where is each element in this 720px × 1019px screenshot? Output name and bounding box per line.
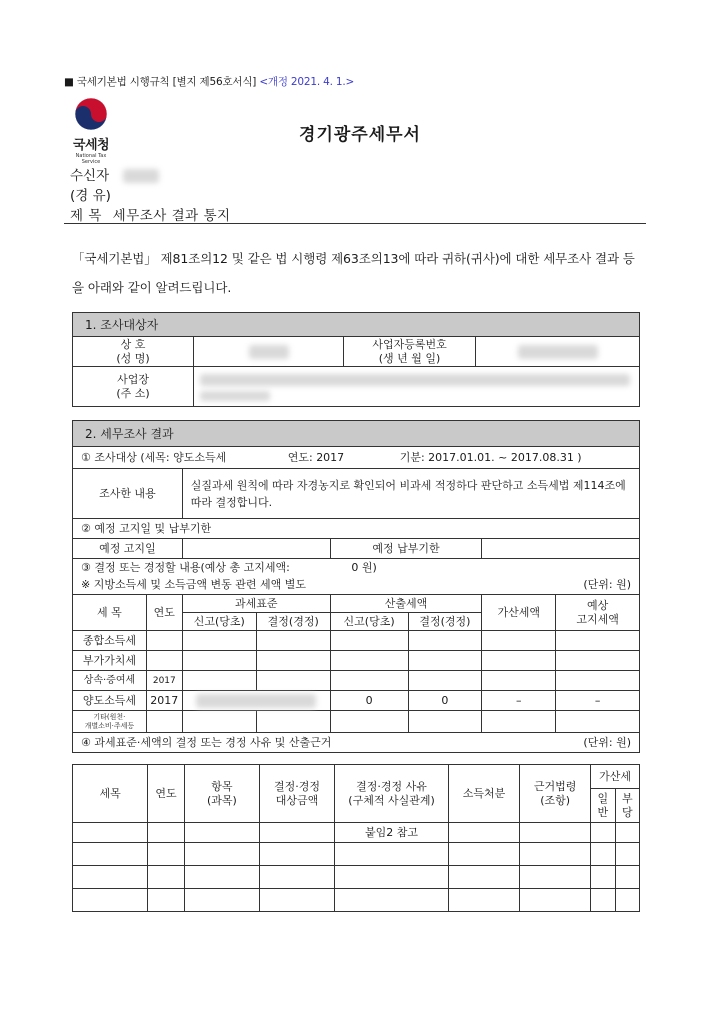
row-cell (330, 631, 408, 651)
decision-amount: 0 원) (351, 560, 377, 574)
reason-table (72, 764, 640, 912)
table-row (73, 866, 640, 889)
decision-title: ③ 결정 또는 경정할 내용(예상 총 고지세액: (81, 560, 290, 574)
r-col-amount: 결정·경정 대상금액 (259, 765, 334, 823)
reason-title-row (73, 733, 640, 753)
table-row (73, 671, 640, 691)
due-label: 예정 납부기한 (330, 539, 482, 559)
regno-value (476, 337, 640, 367)
year-label: 연도: 2017 (287, 450, 345, 464)
logo-name: 국세청 (72, 138, 110, 153)
recipient-row (70, 164, 159, 184)
table-row (73, 823, 640, 843)
row-cell (330, 671, 408, 691)
redacted-base (196, 694, 316, 708)
row-cell (256, 671, 330, 691)
via-label: (경 유) (70, 188, 111, 204)
sub-base-report: 신고(당초) (182, 613, 256, 631)
r-col-law: 근거법령 (조항) (520, 765, 591, 823)
intro-paragraph: 「국세기본법」 제81조의12 및 같은 법 시행령 제63조의13에 따라 귀하(귀사)에 대한 세무조사 결과 등을 아래와 같이 알려드립니다. (72, 251, 635, 295)
row-cell (330, 711, 408, 733)
table-row (73, 651, 640, 671)
row-cell (256, 631, 330, 651)
r-col-income: 소득처분 (448, 765, 519, 823)
address-value (194, 367, 640, 407)
row-cell: – (482, 691, 556, 711)
row-year (146, 631, 182, 651)
subject-text: 세무조사 결과 통지 (112, 208, 231, 224)
row-cell (182, 711, 256, 733)
name-label: 상 호 (성 명) (73, 337, 194, 367)
row-cell (408, 651, 482, 671)
reason-title: ④ 과세표준·세액의 결정 또는 경정 사유 및 산출근거 (81, 735, 332, 749)
table-row (73, 711, 640, 733)
unit-label: (단위: 원) (583, 578, 631, 592)
logo-english: National Tax Service (75, 153, 107, 165)
row-item-other: 기타(원천· 개별소비·주세등 (73, 711, 147, 733)
period-label: 기분: 2017.01.01. ~ 2017.08.31 ) (399, 450, 582, 464)
section1-table (72, 312, 640, 407)
notice-date-value (182, 539, 330, 559)
row-cell (408, 671, 482, 691)
target-label: ① 조사대상 (세목: 양도소득세 (81, 450, 227, 464)
content-text: 실질과세 원칙에 따라 자경농지로 확인되어 비과세 적정하다 판단하고 소득세법 제114조에 따라 결정합니다. (182, 469, 639, 519)
row-year (146, 651, 182, 671)
revision-text: <개정 2021. 4. 1.> (259, 76, 355, 88)
redacted-recipient (123, 169, 159, 183)
row-item: 양도소득세 (73, 691, 147, 711)
row-item: 부가가치세 (73, 651, 147, 671)
row-cell (182, 631, 256, 651)
row-year: 2017 (146, 691, 182, 711)
row-cell (182, 671, 256, 691)
row-item: 종합소득세 (73, 631, 147, 651)
recipient-label: 수신자 (70, 168, 110, 184)
col-penalty: 가산세액 (482, 595, 556, 631)
row-cell (482, 651, 556, 671)
subject-label: 제 목 (70, 208, 102, 224)
row-cell (256, 711, 330, 733)
name-value (194, 337, 344, 367)
table-row (73, 691, 640, 711)
redacted-name (249, 345, 289, 359)
col-calc: 산출세액 (330, 595, 482, 613)
regno-label: 사업자등록번호 (생 년 월 일) (344, 337, 476, 367)
header-divider (64, 223, 646, 224)
row-cell (256, 651, 330, 671)
due-value (482, 539, 640, 559)
notice-date-label: 예정 고지일 (73, 539, 183, 559)
row-cell (482, 631, 556, 651)
col-tax-item: 세 목 (73, 595, 147, 631)
r-col-general: 일 반 (591, 789, 615, 823)
notice-title: ② 예정 고지일 및 납부기한 (73, 519, 640, 539)
section2-title: 2. 세무조사 결과 (73, 421, 640, 447)
office-title: 경기광주세무서 (299, 125, 421, 145)
row-cell (556, 711, 640, 733)
row-cell: – (556, 691, 640, 711)
redacted-address-2 (200, 391, 270, 401)
content-label: 조사한 내용 (73, 469, 183, 519)
row-cell (408, 711, 482, 733)
row-cell (330, 651, 408, 671)
table-row (73, 889, 640, 912)
row-cell (556, 631, 640, 651)
subject-row (70, 204, 231, 224)
r-col-category: 항목 (과목) (184, 765, 259, 823)
local-tax-row (73, 577, 640, 595)
r-col-penalty: 가산세 (591, 765, 640, 789)
row-item: 상속·증여세 (73, 671, 147, 691)
redacted-regno (518, 345, 598, 359)
row-cell (146, 711, 182, 733)
row-cell (182, 651, 256, 671)
reason-unit: (단위: 원) (583, 735, 631, 749)
row-cell-redacted (182, 691, 330, 711)
r-col-item: 세목 (73, 765, 148, 823)
decision-title-row (73, 559, 640, 577)
row-cell: 0 (330, 691, 408, 711)
row-cell (556, 651, 640, 671)
r-col-year: 연도 (148, 765, 185, 823)
table-row (73, 843, 640, 866)
r-col-improper: 부 당 (615, 789, 639, 823)
address-label: 사업장 (주 소) (73, 367, 194, 407)
section2-table (72, 420, 640, 753)
sub-calc-report: 신고(당초) (330, 613, 408, 631)
col-expected: 예상 고지세액 (556, 595, 640, 631)
section1-title: 1. 조사대상자 (73, 313, 640, 337)
col-year: 연도 (146, 595, 182, 631)
row-year: 2017 (146, 671, 182, 691)
target-row (73, 447, 640, 469)
sub-calc-decision: 결정(경정) (408, 613, 482, 631)
row-cell (408, 631, 482, 651)
law-ref-text: ■ 국세기본법 시행규칙 [별지 제56호서식] (64, 76, 257, 88)
local-tax-note: ※ 지방소득세 및 소득금액 변동 관련 세액 별도 (81, 578, 306, 592)
r-col-reason: 결정·경정 사유 (구체적 사실관계) (335, 765, 449, 823)
row-cell (556, 671, 640, 691)
row-cell (482, 671, 556, 691)
law-reference (64, 74, 354, 89)
row-cell (482, 711, 556, 733)
sub-base-decision: 결정(경정) (256, 613, 330, 631)
table-row (73, 631, 640, 651)
attachment-note: 붙임2 참고 (335, 823, 449, 843)
row-cell: 0 (408, 691, 482, 711)
redacted-address-1 (200, 374, 630, 386)
col-base: 과세표준 (182, 595, 330, 613)
